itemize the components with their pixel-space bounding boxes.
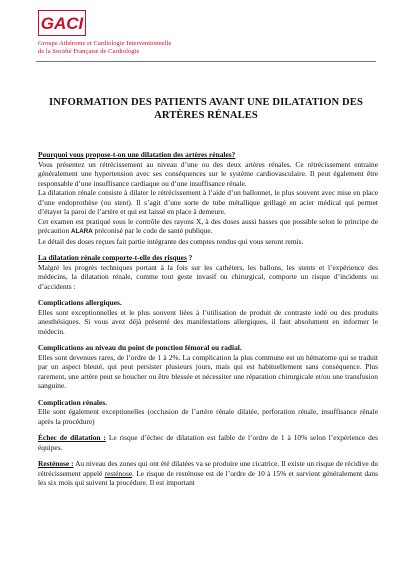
section-heading-puncture: Complications au niveau du point de ponction fémoral ou radial. xyxy=(38,343,242,352)
org-line-1: Groupe Athérome et Cardiologie Interventionnelle xyxy=(38,40,172,47)
logo-text: GACI xyxy=(40,14,84,33)
paragraph: Cet examen est pratiqué sous le contrôle des rayons X, à des doses aussi basses que possible selon le principe de précaution ALARA préconisé par le code de santé publique. xyxy=(38,216,378,235)
paragraph: Le détail des doses reçues fait partie intégrante des comptes rendus qui vous seront remis. xyxy=(38,236,304,246)
gaci-logo xyxy=(38,10,86,36)
organization-name xyxy=(38,40,288,57)
org-line-2: de la Société Française de Cardiologie xyxy=(38,48,140,56)
section-heading-renal: Complication rénales. xyxy=(38,397,107,407)
section-heading-why: Pourquoi vous propose-t-on une dilatation des artères rénales? xyxy=(38,150,236,159)
title-line-2: ARTÈRES RÉNALES xyxy=(154,110,258,121)
paragraph: La dilatation rénale consiste à dilater le rétrécissement à l’aide d’un ballonnet, le plus souvent avec mise en place d’une endoprothèse (ou stent). Il s’agit d’une sorte de tube métallique grillagé en acier médical qui permet d’étayer la paroi de l’artère et qui est laissé en place à demeure. xyxy=(38,188,378,216)
paragraph-failure: Échec de dilatation : Le risque d’échec de dilatation est faible de l’ordre de 1 à 10% selon l’expérience des équipes. xyxy=(38,433,378,452)
paragraph: Elle sont également exceptionelles (occlusion de l’artère rénale dilatée, perforation rénale, insuffisance rénale après la procédure) xyxy=(38,407,378,426)
document-title xyxy=(40,96,372,122)
paragraph: Malgré les progrès techniques portant à la fois sur les cathéters, les ballons, les stents et l’expérience des médecins, la dilatation rénale, comme tout geste invasif ou chirurgical, comporte un risque d’incidents ou d’accidents : xyxy=(38,262,378,291)
lead-failure: Échec de dilatation : xyxy=(38,433,106,442)
paragraph: Elles sont exceptionnelles et le plus souvent liées à l’utilisation de produit de contraste iodé ou des produits anesthésiques. Si vous avez déjà présenté des manifestations allergiques, il faut absolument en informer le médecin. xyxy=(38,307,378,336)
header-divider xyxy=(36,61,376,62)
paragraph: Vous présentez un rétrécissement au niveau d’une ou des deux artères rénales. Ce rétrécissement entraine généralement une hypertension avec ses conséquences sur le système cardiovasculaire. Il peut également être responsable d’une insuffisance cardiaque ou d’une insuffisance rénale. xyxy=(38,159,378,188)
title-line-1: INFORMATION DES PATIENTS AVANT UNE DILATATION DES xyxy=(49,97,363,108)
document-body xyxy=(38,150,378,488)
alara-term: ALARA xyxy=(71,228,93,235)
paragraph-restenosis: Resténose : Au niveau des zones qui ont été dilatées va se produire une cicatrice. Il existe un risque de récidive du rétrécissement appelé resténose. Le risque de resténose est de l’ordre de 10 à 15% et survient généralement dans les six mois qui suivent la procédure. Il est important xyxy=(38,459,379,487)
lead-restenosis: Resténose : xyxy=(38,459,74,468)
paragraph: Elles sont devenues rares, de l’ordre de 1 à 2%. La complication la plus commune est un hématome qui se traduit par un aspect bleuté, qui peut persister plusieurs jours, mais qui est habituellement sans conséquence. Plus rarement, une artère peut se boucher ou être blessée et nécessiter une réparation chirurgicale et/ou une transfusion sanguine. xyxy=(38,352,378,390)
section-heading-risks: La dilatation rénale comporte-t-elle des risques ? xyxy=(38,253,193,262)
section-heading-allergic: Complications allergiques. xyxy=(38,298,122,307)
